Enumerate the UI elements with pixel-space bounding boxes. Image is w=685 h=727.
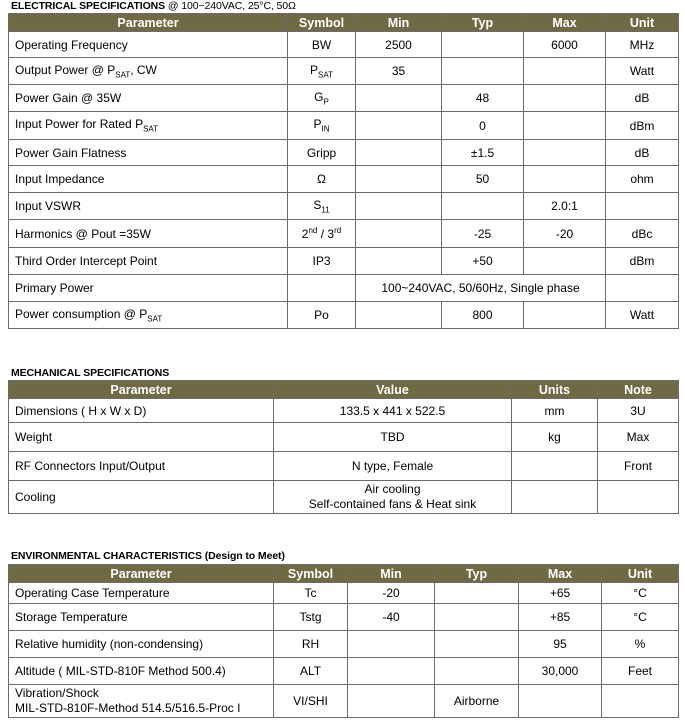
max-cell bbox=[524, 58, 606, 85]
symbol-cell bbox=[288, 58, 356, 85]
min-cell bbox=[356, 85, 442, 112]
typ-cell bbox=[435, 583, 519, 604]
typ-cell: ±1.5 bbox=[442, 140, 524, 166]
symbol-subscript: 11 bbox=[321, 205, 330, 215]
symbol-text: S bbox=[313, 197, 322, 212]
unit-cell bbox=[606, 193, 679, 220]
symbol-cell bbox=[288, 220, 356, 248]
table-row bbox=[9, 658, 679, 685]
typ-cell: Airborne bbox=[435, 685, 519, 718]
environmental-title: ENVIRONMENTAL CHARACTERISTICS (Design to Meet) bbox=[11, 550, 285, 562]
symbol-text: 2 bbox=[301, 227, 309, 241]
table-row bbox=[9, 583, 679, 604]
electrical-table bbox=[8, 13, 679, 329]
param-text-tail: , CW bbox=[130, 62, 157, 77]
max-cell bbox=[524, 112, 606, 140]
unit-cell: ohm bbox=[606, 166, 679, 193]
units-cell bbox=[512, 452, 598, 481]
max-cell bbox=[524, 140, 606, 166]
min-cell bbox=[356, 193, 442, 220]
param-subscript: SAT bbox=[147, 314, 163, 324]
unit-cell: dBm bbox=[606, 248, 679, 275]
typ-cell: 48 bbox=[442, 85, 524, 112]
header-cell: Unit bbox=[602, 565, 679, 583]
param-cell: Operating Case Temperature bbox=[9, 583, 274, 604]
header-cell: Parameter bbox=[9, 381, 274, 399]
table-row bbox=[9, 481, 679, 514]
note-cell: Max bbox=[598, 423, 679, 452]
units-cell bbox=[512, 481, 598, 514]
symbol-subscript: SAT bbox=[318, 70, 333, 80]
unit-cell: MHz bbox=[606, 32, 679, 58]
min-cell: -40 bbox=[348, 604, 435, 631]
header-cell: Parameter bbox=[9, 14, 288, 32]
symbol-cell: Tstg bbox=[274, 604, 348, 631]
max-cell: 95 bbox=[519, 631, 602, 658]
value-cell: N type, Female bbox=[274, 452, 512, 481]
table-row bbox=[9, 220, 679, 248]
note-cell: 3U bbox=[598, 399, 679, 423]
symbol-text: G bbox=[314, 89, 324, 104]
max-cell: +65 bbox=[519, 583, 602, 604]
min-cell bbox=[356, 248, 442, 275]
table-row bbox=[9, 452, 679, 481]
note-cell: Front bbox=[598, 452, 679, 481]
param-subscript: SAT bbox=[143, 124, 159, 134]
param-cell: Power Gain @ 35W bbox=[9, 85, 288, 112]
typ-cell: 0 bbox=[442, 112, 524, 140]
symbol-cell: ALT bbox=[274, 658, 348, 685]
min-cell bbox=[348, 631, 435, 658]
table-row bbox=[9, 85, 679, 112]
table-row bbox=[9, 275, 679, 302]
table-header-row bbox=[9, 14, 679, 32]
table-row bbox=[9, 248, 679, 275]
param-cell: Third Order Intercept Point bbox=[9, 248, 288, 275]
header-cell: Value bbox=[274, 381, 512, 399]
param-cell bbox=[9, 112, 288, 140]
unit-cell bbox=[602, 685, 679, 718]
symbol-subscript: IN bbox=[321, 124, 330, 134]
min-cell: -20 bbox=[348, 583, 435, 604]
min-cell bbox=[348, 685, 435, 718]
min-cell bbox=[356, 220, 442, 248]
value-cell: TBD bbox=[274, 423, 512, 452]
table-row bbox=[9, 399, 679, 423]
mechanical-table bbox=[8, 380, 679, 514]
table-row bbox=[9, 631, 679, 658]
param-subscript: SAT bbox=[115, 70, 131, 80]
unit-cell: dBm bbox=[606, 112, 679, 140]
table-row bbox=[9, 193, 679, 220]
table-row bbox=[9, 32, 679, 58]
header-cell: Symbol bbox=[274, 565, 348, 583]
table-row bbox=[9, 685, 679, 718]
value-cell bbox=[274, 481, 512, 514]
value-cell: 133.5 x 441 x 522.5 bbox=[274, 399, 512, 423]
units-cell: mm bbox=[512, 399, 598, 423]
param-cell: Input VSWR bbox=[9, 193, 288, 220]
min-cell bbox=[348, 658, 435, 685]
symbol-cell: RH bbox=[274, 631, 348, 658]
value-line: Air cooling bbox=[364, 482, 421, 496]
param-cell bbox=[9, 685, 274, 718]
typ-cell: +50 bbox=[442, 248, 524, 275]
unit-cell: °C bbox=[602, 604, 679, 631]
max-cell: +85 bbox=[519, 604, 602, 631]
param-cell: Primary Power bbox=[9, 275, 288, 302]
unit-cell: dB bbox=[606, 85, 679, 112]
symbol-cell bbox=[288, 112, 356, 140]
header-cell: Min bbox=[348, 565, 435, 583]
param-text: Output Power @ P bbox=[15, 62, 116, 77]
min-cell bbox=[356, 166, 442, 193]
symbol-cell: VI/SHI bbox=[274, 685, 348, 718]
min-cell bbox=[356, 140, 442, 166]
max-cell bbox=[524, 166, 606, 193]
max-cell: 30,000 bbox=[519, 658, 602, 685]
symbol-cell bbox=[288, 85, 356, 112]
header-cell: Units bbox=[512, 381, 598, 399]
max-cell bbox=[524, 248, 606, 275]
table-row bbox=[9, 166, 679, 193]
electrical-title-text: ELECTRICAL SPECIFICATIONS bbox=[11, 0, 166, 12]
unit-cell: Feet bbox=[602, 658, 679, 685]
param-cell: Input Impedance bbox=[9, 166, 288, 193]
unit-cell: °C bbox=[602, 583, 679, 604]
unit-cell: Watt bbox=[606, 302, 679, 329]
table-header-row bbox=[9, 565, 679, 583]
table-header-row bbox=[9, 381, 679, 399]
symbol-cell: Gripp bbox=[288, 140, 356, 166]
table-row bbox=[9, 302, 679, 329]
table-row bbox=[9, 604, 679, 631]
symbol-text: P bbox=[310, 62, 319, 77]
param-cell: RF Connectors Input/Output bbox=[9, 452, 274, 481]
table-row bbox=[9, 140, 679, 166]
header-cell: Max bbox=[524, 14, 606, 32]
electrical-subtitle: @ 100~240VAC, 25°C, 50Ω bbox=[167, 0, 296, 12]
max-cell bbox=[524, 302, 606, 329]
table-row bbox=[9, 423, 679, 452]
typ-cell bbox=[435, 658, 519, 685]
param-cell: Storage Temperature bbox=[9, 604, 274, 631]
unit-cell: Watt bbox=[606, 58, 679, 85]
value-line: Self-contained fans & Heat sink bbox=[308, 497, 477, 511]
min-cell bbox=[356, 302, 442, 329]
max-cell bbox=[524, 85, 606, 112]
symbol-cell: Ω bbox=[288, 166, 356, 193]
param-cell: Power Gain Flatness bbox=[9, 140, 288, 166]
typ-cell: -25 bbox=[442, 220, 524, 248]
max-cell: 6000 bbox=[524, 32, 606, 58]
param-cell: Operating Frequency bbox=[9, 32, 288, 58]
table-row bbox=[9, 58, 679, 85]
symbol-cell: IP3 bbox=[288, 248, 356, 275]
typ-cell: 800 bbox=[442, 302, 524, 329]
param-line: MIL-STD-810F-Method 514.5/516.5-Proc I bbox=[15, 701, 241, 715]
param-text: Power consumption @ P bbox=[15, 306, 148, 321]
param-cell bbox=[9, 302, 288, 329]
typ-cell bbox=[435, 631, 519, 658]
environmental-table bbox=[8, 564, 679, 718]
param-cell: Dimensions ( H x W x D) bbox=[9, 399, 274, 423]
header-cell: Unit bbox=[606, 14, 679, 32]
param-text: Input Power for Rated P bbox=[15, 117, 144, 132]
electrical-title bbox=[11, 0, 296, 12]
symbol-text: / 3 bbox=[317, 227, 335, 241]
unit-cell: % bbox=[602, 631, 679, 658]
header-cell: Typ bbox=[435, 565, 519, 583]
header-cell: Typ bbox=[442, 14, 524, 32]
param-cell: Relative humidity (non-condensing) bbox=[9, 631, 274, 658]
symbol-cell bbox=[288, 193, 356, 220]
typ-cell bbox=[435, 604, 519, 631]
min-cell: 35 bbox=[356, 58, 442, 85]
table-row bbox=[9, 112, 679, 140]
param-cell: Altitude ( MIL-STD-810F Method 500.4) bbox=[9, 658, 274, 685]
header-cell: Parameter bbox=[9, 565, 274, 583]
symbol-cell bbox=[288, 275, 356, 302]
symbol-superscript: nd bbox=[308, 226, 318, 235]
symbol-text: P bbox=[313, 117, 322, 132]
max-cell: -20 bbox=[524, 220, 606, 248]
units-cell: kg bbox=[512, 423, 598, 452]
param-cell: Cooling bbox=[9, 481, 274, 514]
max-cell bbox=[519, 685, 602, 718]
unit-cell: dB bbox=[606, 140, 679, 166]
note-cell bbox=[598, 481, 679, 514]
header-cell: Max bbox=[519, 565, 602, 583]
param-cell bbox=[9, 58, 288, 85]
typ-cell bbox=[442, 193, 524, 220]
symbol-subscript: P bbox=[323, 97, 329, 107]
max-cell: 2.0:1 bbox=[524, 193, 606, 220]
symbol-cell: Tc bbox=[274, 583, 348, 604]
unit-cell bbox=[606, 275, 679, 302]
header-cell: Min bbox=[356, 14, 442, 32]
symbol-superscript: rd bbox=[334, 226, 342, 235]
span-cell: 100~240VAC, 50/60Hz, Single phase bbox=[356, 275, 606, 302]
header-cell: Symbol bbox=[288, 14, 356, 32]
header-cell: Note bbox=[598, 381, 679, 399]
min-cell bbox=[356, 112, 442, 140]
unit-cell: dBc bbox=[606, 220, 679, 248]
mechanical-title: MECHANICAL SPECIFICATIONS bbox=[11, 367, 170, 379]
param-cell: Weight bbox=[9, 423, 274, 452]
typ-cell bbox=[442, 32, 524, 58]
param-cell: Harmonics @ Pout =35W bbox=[9, 220, 288, 248]
typ-cell: 50 bbox=[442, 166, 524, 193]
param-line: Vibration/Shock bbox=[15, 686, 99, 700]
min-cell: 2500 bbox=[356, 32, 442, 58]
symbol-cell: Po bbox=[288, 302, 356, 329]
symbol-cell: BW bbox=[288, 32, 356, 58]
typ-cell bbox=[442, 58, 524, 85]
